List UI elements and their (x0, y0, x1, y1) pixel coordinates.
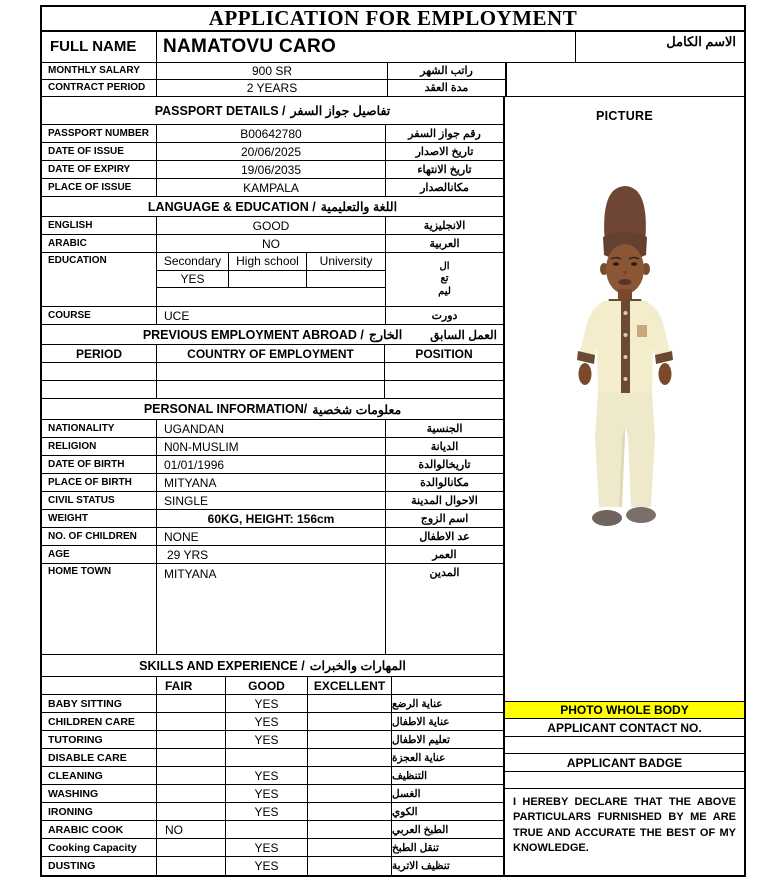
place-of-birth-label: PLACE OF BIRTH (42, 474, 157, 491)
skill-label-arabic: الغسل (392, 787, 421, 800)
date-of-expiry-row (42, 161, 503, 179)
english-row (42, 217, 503, 235)
empty-cell (385, 363, 503, 380)
previous-employment-header-en: PREVIOUS EMPLOYMENT ABROAD / (142, 327, 364, 342)
education-answer-highschool (229, 271, 307, 288)
monthly-salary-label: MONTHLY SALARY (42, 63, 157, 79)
skill-label: CHILDREN CARE (42, 713, 157, 730)
skill-fair (157, 839, 226, 856)
skill-row-cleaning (42, 767, 503, 785)
education-label: EDUCATION (42, 253, 157, 306)
personal-information-header-ar: معلومات شخصية (312, 402, 402, 417)
skill-excellent (308, 767, 392, 784)
skill-label-arabic: عناية العجزة (392, 751, 446, 764)
education-grid (157, 253, 385, 306)
button (623, 377, 627, 381)
declaration-text: I HEREBY DECLARE THAT THE ABOVE PARTICULARS FURNISHED BY ME ARE TRUE AND ACCURATE THE BEST OF MY KNOWLEDGE. (513, 796, 736, 855)
skill-excellent (308, 803, 392, 820)
hand-left (578, 363, 591, 385)
nationality-label-arabic: الجنسية (385, 420, 503, 437)
skill-good: YES (226, 839, 308, 856)
skill-good: YES (226, 857, 308, 875)
previous-employment-empty-row (42, 363, 503, 381)
skill-row-children-care (42, 713, 503, 731)
chest-logo (637, 325, 647, 337)
skills-columns-row (42, 677, 503, 695)
place-of-birth-value: MITYANA (164, 475, 217, 490)
form-title: APPLICATION FOR EMPLOYMENT (42, 7, 744, 32)
skill-row-cooking-capacity (42, 839, 503, 857)
skill-label: WASHING (42, 785, 157, 802)
english-label-arabic: الانجليزية (385, 217, 503, 234)
skill-fair (157, 731, 226, 748)
button (623, 333, 627, 337)
education-col-secondary: Secondary (157, 253, 229, 270)
passport-details-header-ar: تفاصيل جواز السفر (290, 104, 391, 118)
skill-label-arabic: عناية الرضع (392, 697, 443, 710)
religion-row (42, 438, 503, 456)
face (606, 244, 644, 294)
empty-cell (42, 363, 157, 380)
date-of-expiry-label: DATE OF EXPIRY (42, 161, 157, 178)
contract-period-label-arabic: مدة العقد (387, 80, 505, 96)
monthly-salary-value: 900 SR (251, 63, 293, 78)
skill-good (226, 821, 308, 838)
children-row (42, 528, 503, 546)
skill-row-disable-care (42, 749, 503, 767)
skill-label-arabic: عناية الاطفال (392, 715, 450, 728)
skill-label-arabic: التنظيف (392, 769, 428, 782)
application-form (40, 5, 746, 877)
empty-cell (42, 677, 157, 694)
skill-label: ARABIC COOK (42, 821, 157, 838)
contract-period-label: CONTRACT PERIOD (42, 80, 157, 96)
skill-row-arabic-cook (42, 821, 503, 839)
skill-row-dusting (42, 857, 503, 875)
pants (595, 393, 655, 507)
skill-excellent (308, 821, 392, 838)
education-answer-secondary: YES (157, 271, 229, 288)
monthly-salary-label-arabic: راتب الشهر (387, 63, 505, 79)
education-col-highschool: High school (229, 253, 307, 270)
education-arabic-line: ليم (438, 285, 451, 297)
age-row (42, 546, 503, 564)
date-of-issue-label-arabic: تاريخ الاصدار (385, 143, 503, 160)
education-col-university: University (319, 254, 373, 269)
column-position: POSITION (415, 346, 473, 361)
course-row (42, 307, 503, 325)
english-label: ENGLISH (42, 217, 157, 234)
language-education-header (42, 197, 503, 217)
date-of-issue-value: 20/06/2025 (240, 144, 302, 159)
place-of-birth-row (42, 474, 503, 492)
previous-employment-header-ar-right: العمل السابق (430, 327, 497, 342)
full-name-label: FULL NAME (42, 32, 157, 62)
personal-information-header-en: PERSONAL INFORMATION/ (143, 402, 308, 416)
skill-excellent (308, 749, 392, 766)
empty-cell (157, 288, 229, 306)
skill-label-arabic: تعليم الاطفال (392, 733, 450, 746)
empty-cell (505, 63, 744, 96)
empty-cell (42, 381, 157, 398)
skill-fair (157, 857, 226, 875)
skill-excellent (308, 839, 392, 856)
language-education-header-en: LANGUAGE & EDUCATION / (147, 199, 316, 214)
skill-excellent (308, 713, 392, 730)
shoe-left (592, 510, 622, 526)
skill-fair (157, 695, 226, 712)
education-block (42, 253, 503, 307)
age-label: AGE (42, 546, 157, 563)
empty-cell (157, 381, 385, 398)
applicant-contact-value (505, 737, 744, 754)
skill-label: Cooking Capacity (42, 839, 157, 856)
salary-contract-block (42, 63, 744, 97)
civil-status-value: SINGLE (164, 493, 209, 508)
skill-excellent (308, 785, 392, 802)
weight-row (42, 510, 503, 528)
eye (631, 262, 637, 266)
eye (613, 262, 619, 266)
civil-status-label: CIVIL STATUS (42, 492, 157, 509)
empty-cell (157, 363, 385, 380)
english-value: GOOD (252, 218, 290, 233)
date-of-expiry-value: 19/06/2035 (240, 162, 302, 177)
children-value: NONE (164, 529, 199, 544)
skill-fair (157, 713, 226, 730)
arabic-label-arabic: العربية (385, 235, 503, 252)
passport-number-label: PASSPORT NUMBER (42, 125, 157, 142)
passport-details-header (42, 97, 503, 125)
personal-information-header (42, 399, 503, 420)
column-period: PERIOD (42, 345, 157, 362)
education-arabic-line: تع (440, 273, 449, 285)
skill-label: DISABLE CARE (42, 749, 157, 766)
place-of-issue-row (42, 179, 503, 197)
education-arabic-line: ال (439, 260, 450, 272)
skill-fair: NO (157, 821, 226, 838)
skill-excellent (308, 857, 392, 875)
education-answers-row (157, 271, 385, 289)
skill-label-arabic: الطبخ العربي (392, 823, 449, 836)
shoe-right (626, 507, 656, 523)
date-of-birth-label-arabic: تاريخالوالدة (385, 456, 503, 473)
button (623, 355, 627, 359)
date-of-issue-row (42, 143, 503, 161)
skill-excellent (308, 731, 392, 748)
skill-fair (157, 803, 226, 820)
form-left-section (42, 97, 505, 875)
skill-label-arabic: تنقل الطبخ (392, 841, 439, 854)
skill-row-baby-sitting (42, 695, 503, 713)
education-answer-university (307, 271, 385, 288)
skill-row-washing (42, 785, 503, 803)
children-label-arabic: عد الاطفال (385, 528, 503, 545)
skill-label: TUTORING (42, 731, 157, 748)
previous-employment-columns-row (42, 345, 503, 363)
applicant-badge-value (505, 772, 744, 789)
civil-status-row (42, 492, 503, 510)
course-value: UCE (164, 308, 190, 323)
column-fair: FAIR (157, 677, 226, 694)
picture-cell (505, 97, 744, 702)
nationality-label: NATIONALITY (42, 420, 157, 437)
skill-good: YES (226, 767, 308, 784)
column-country: COUNTRY OF EMPLOYMENT (157, 345, 385, 362)
course-label: COURSE (42, 307, 157, 324)
weight-label-arabic: اسم الزوج (385, 510, 503, 527)
previous-employment-header-ar: الخارج (368, 328, 403, 342)
passport-number-label-arabic: رقم جواز السفر (385, 125, 503, 142)
previous-employment-header (42, 325, 503, 345)
skill-good: YES (226, 803, 308, 820)
skill-row-ironing (42, 803, 503, 821)
arabic-label: ARABIC (42, 235, 157, 252)
religion-label-arabic: الديانة (385, 438, 503, 455)
applicant-badge-label: APPLICANT BADGE (505, 754, 744, 772)
empty-cell (385, 381, 503, 398)
date-of-expiry-label-arabic: تاريخ الانتهاء (385, 161, 503, 178)
empty-cell (307, 288, 385, 306)
salary-contract-left (42, 63, 505, 96)
language-education-header-ar: اللغة والتعليمية (320, 200, 398, 214)
place-of-issue-label-arabic: مكانالصدار (385, 179, 503, 196)
date-of-issue-label: DATE OF ISSUE (42, 143, 157, 160)
arabic-value: NO (262, 236, 280, 251)
skill-label: IRONING (42, 803, 157, 820)
skill-fair (157, 785, 226, 802)
photo-whole-body-banner: PHOTO WHOLE BODY (505, 702, 744, 719)
home-town-label: HOME TOWN (42, 564, 157, 654)
religion-value: N0N-MUSLIM (164, 439, 239, 454)
empty-cell (392, 677, 503, 694)
empty-cell (229, 288, 307, 306)
hand-right (658, 363, 671, 385)
passport-number-value: B00642780 (240, 126, 302, 141)
applicant-contact-label: APPLICANT CONTACT NO. (505, 719, 744, 737)
course-label-arabic: دورت (385, 307, 503, 324)
skills-header-ar: المهارات والخبرات (309, 659, 406, 673)
applicant-full-body-illustration (549, 175, 701, 533)
skill-label-arabic: الكوي (392, 805, 418, 818)
children-label: NO. OF CHILDREN (42, 528, 157, 545)
home-town-value: MITYANA (164, 567, 217, 581)
education-empty-row (157, 288, 385, 306)
home-town-label-arabic: المدين (385, 564, 503, 654)
skill-fair (157, 767, 226, 784)
passport-number-row (42, 125, 503, 143)
skills-header-en: SKILLS AND EXPERIENCE / (139, 658, 305, 673)
form-right-section (505, 97, 744, 875)
date-of-birth-row (42, 456, 503, 474)
religion-label: RELIGION (42, 438, 157, 455)
skill-good (226, 749, 308, 766)
home-town-row (42, 564, 503, 655)
nationality-row (42, 420, 503, 438)
education-columns-row (157, 253, 385, 271)
column-excellent: EXCELLENT (308, 677, 392, 694)
skill-good: YES (226, 785, 308, 802)
monthly-salary-row (42, 63, 505, 80)
skill-good: YES (226, 695, 308, 712)
skill-fair (157, 749, 226, 766)
full-name-label-arabic: الاسم الكامل (575, 32, 744, 62)
place-of-issue-label: PLACE OF ISSUE (42, 179, 157, 196)
contract-period-value: 2 YEARS (246, 80, 298, 95)
column-good: GOOD (226, 677, 308, 694)
date-of-birth-value: 01/01/1996 (164, 457, 225, 472)
skill-good: YES (226, 731, 308, 748)
applicant-photo (549, 175, 701, 538)
skill-label: CLEANING (42, 767, 157, 784)
education-label-arabic (385, 253, 503, 306)
full-name-value: NAMATOVU CARO (163, 35, 337, 57)
picture-label: PICTURE (596, 109, 653, 123)
skill-row-tutoring (42, 731, 503, 749)
skill-excellent (308, 695, 392, 712)
button (623, 311, 627, 315)
skill-label: BABY SITTING (42, 695, 157, 712)
full-name-row (42, 32, 744, 63)
previous-employment-empty-row (42, 381, 503, 399)
weight-height-value: 60KG, HEIGHT: 156cm (207, 511, 335, 526)
contract-period-row (42, 80, 505, 96)
nationality-value: UGANDAN (164, 421, 225, 436)
skill-label: DUSTING (42, 857, 157, 875)
arabic-row (42, 235, 503, 253)
skill-good: YES (226, 713, 308, 730)
mouth (618, 279, 631, 285)
skills-header (42, 655, 503, 677)
age-label-arabic: العمر (385, 546, 503, 563)
date-of-birth-label: DATE OF BIRTH (42, 456, 157, 473)
civil-status-label-arabic: الاحوال المدينة (385, 492, 503, 509)
place-of-birth-label-arabic: مكانالوالدة (385, 474, 503, 491)
age-value: 29 YRS (167, 547, 209, 562)
skill-label-arabic: تنظيف الاتربة (392, 860, 450, 872)
weight-label: WEIGHT (42, 510, 157, 527)
passport-details-header-en: PASSPORT DETAILS / (154, 103, 286, 118)
place-of-issue-value: KAMPALA (243, 180, 299, 195)
